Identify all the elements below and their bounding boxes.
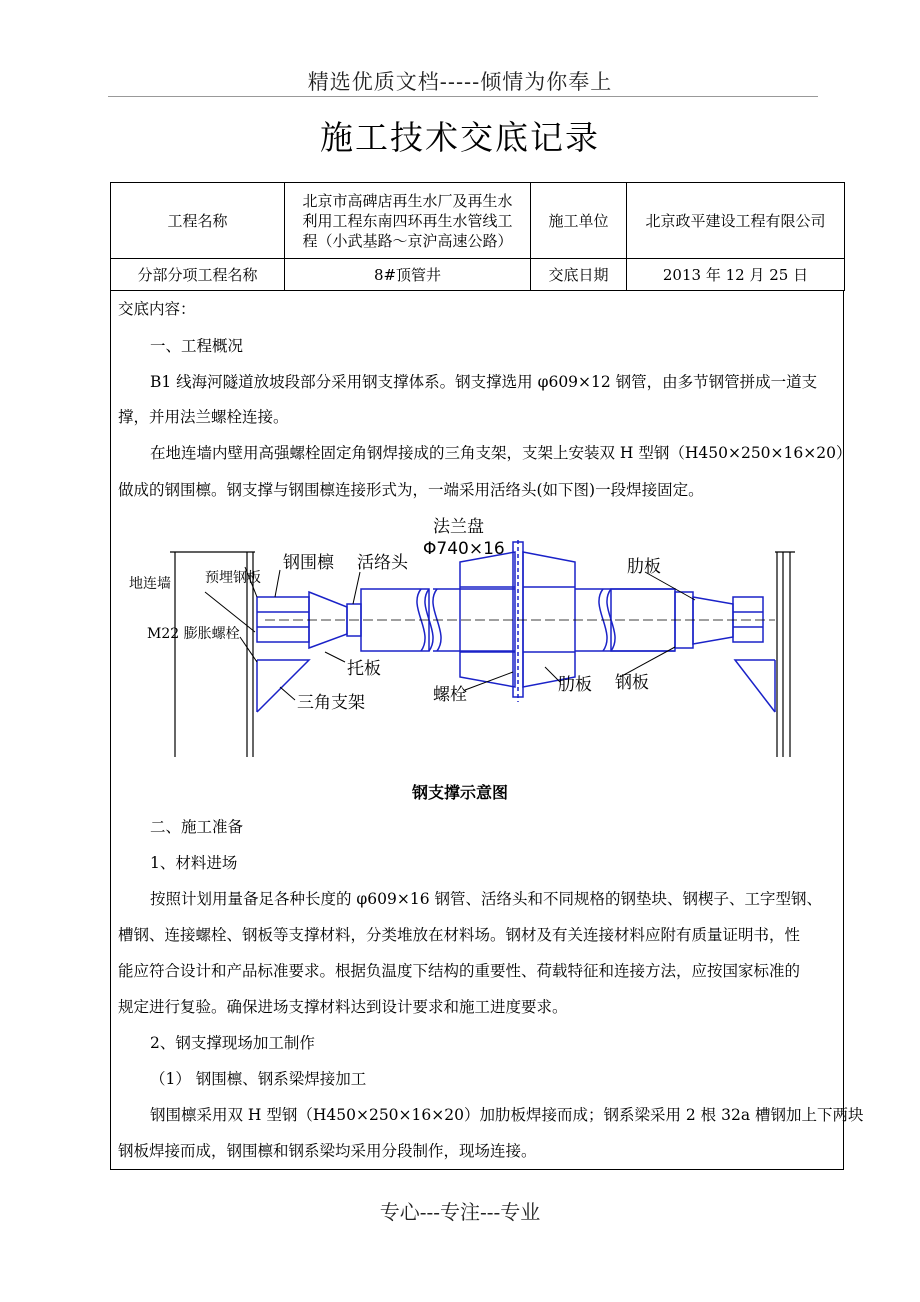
date-label: 交底日期 — [531, 259, 627, 291]
right-rib-cone — [523, 552, 575, 687]
sub2-1-heading: （1） 钢围檩、钢系梁焊接加工 — [150, 1070, 367, 1088]
label-steel-plate: 钢板 — [615, 673, 649, 693]
project-name-line3: 程（小武基路～京沪高速公路） — [302, 231, 513, 250]
label-steel-waler: 钢围檩 — [283, 553, 334, 573]
label-rib-plate-right: 肋板 — [627, 557, 661, 577]
content-intro: 交底内容： — [118, 300, 196, 318]
right-waler — [733, 597, 763, 642]
label-embedded-plate: 预埋钢板 — [205, 570, 261, 586]
para3-line3: 能应符合设计和产品标准要求。根据负温度下结构的重要性、荷载特征和连接方法，应按国家标准的 — [118, 962, 801, 980]
para4-line1: 钢围檩采用双 H 型钢（H450×250×16×20）加肋板焊接而成；钢系梁采用 2 根 32a 槽钢加上下两块 — [150, 1106, 864, 1124]
para2-line2: 做成的钢围檩。钢支撑与钢围檩连接形式为，一端采用活络头(如下图)一段焊接固定。 — [118, 481, 704, 499]
info-table — [110, 182, 845, 291]
page-header: 精选优质文档-----倾情为你奉上 — [307, 70, 613, 94]
label-diaphragm-wall: 地连墙 — [129, 576, 171, 592]
contractor-value: 北京政平建设工程有限公司 — [627, 183, 845, 259]
para1-line2: 撑，并用法兰螺栓连接。 — [118, 408, 289, 426]
info-row-project — [111, 183, 845, 259]
left-rib-cone — [460, 552, 515, 687]
para3-line4: 规定进行复验。确保进场支撑材料达到设计要求和施工进度要求。 — [118, 998, 568, 1016]
para3-line2: 槽钢、连接螺栓、钢板等支撑材料，分类堆放在材料场。钢材及有关连接材料应附有质量证明书，性 — [118, 926, 801, 944]
steel-support-diagram — [115, 512, 815, 762]
para2-line1: 在地连墙内壁用高强螺栓固定角钢焊接成的三角支架，支架上安装双 H 型钢（H450×250×16×20） — [150, 444, 852, 462]
sub-project-value: 8#顶管井 — [285, 259, 531, 291]
label-support-plate: 托板 — [347, 659, 381, 679]
para1-line1: B1 线海河隧道放坡段部分采用钢支撑体系。钢支撑选用 φ609×12 钢管，由多节钢管拼成一道支 — [150, 373, 818, 391]
info-row-subproject — [111, 259, 845, 291]
label-flange-plate: 法兰盘 — [433, 517, 484, 537]
date-value: 2013 年 12 月 25 日 — [627, 259, 845, 291]
left-waler — [257, 597, 309, 642]
right-triangle-bracket — [735, 660, 775, 712]
sub-project-label: 分部分项工程名称 — [111, 259, 285, 291]
document-title: 施工技术交底记录 — [320, 118, 600, 157]
figure-caption: 钢支撑示意图 — [411, 783, 508, 802]
project-name-line1: 北京市高碑店再生水厂及再生水 — [302, 191, 513, 210]
project-name-label: 工程名称 — [111, 183, 285, 259]
sub2-heading: 2、钢支撑现场加工制作 — [150, 1034, 315, 1052]
sub1-heading: 1、材料进场 — [150, 854, 238, 872]
label-triangle-bracket: 三角支架 — [297, 693, 365, 713]
para3-line1: 按照计划用量备足各种长度的 φ609×16 钢管、活络头和不同规格的钢垫块、钢楔子、工字型钢、 — [150, 890, 823, 908]
label-rib-plate-bottom: 肋板 — [558, 675, 592, 695]
section1-heading: 一、工程概况 — [150, 337, 244, 355]
label-bolt: 螺栓 — [433, 685, 467, 705]
project-name-line2: 利用工程东南四环再生水管线工 — [302, 211, 513, 230]
label-flange-spec: Φ740×16 — [423, 539, 505, 559]
project-name-value — [285, 183, 531, 259]
label-expansion-bolt: M22 膨胀螺栓 — [147, 626, 240, 642]
section2-heading: 二、施工准备 — [150, 818, 244, 836]
contractor-label: 施工单位 — [531, 183, 627, 259]
label-movable-head: 活络头 — [357, 553, 408, 573]
header-divider — [108, 96, 818, 97]
para4-line2: 钢板焊接而成，钢围檩和钢系梁均采用分段制作，现场连接。 — [118, 1142, 537, 1160]
page-footer: 专心---专注---专业 — [379, 1200, 541, 1224]
